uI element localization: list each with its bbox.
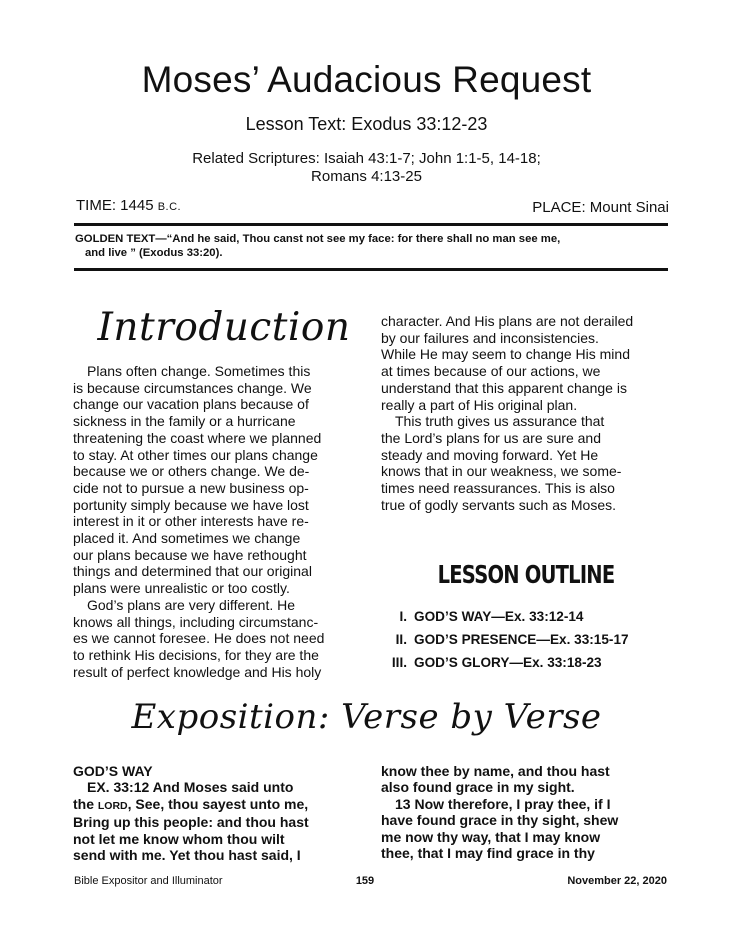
lesson-outline-heading: LESSON OUTLINE	[437, 560, 615, 589]
outline-item-number: II.	[395, 632, 407, 647]
introduction-heading: Introduction	[97, 305, 351, 350]
text-line: true of godly servants such as Moses.	[381, 496, 616, 513]
text-line: at times because of our actions, we	[381, 363, 601, 380]
page-title: Moses’ Audacious Request	[141, 59, 592, 100]
text-line: placed it. And sometimes we change	[73, 530, 301, 547]
text-line: This truth gives us assurance that	[381, 413, 605, 430]
lesson-text: Lesson Text: Exodus 33:12-23	[245, 114, 488, 134]
lesson-place: PLACE: Mount Sinai	[532, 199, 669, 216]
outline-item-text: GOD’S WAY—Ex. 33:12-14	[414, 609, 584, 624]
lord-small-caps: LORD	[97, 799, 128, 812]
golden-text	[75, 232, 671, 260]
outline-item-text: GOD’S GLORY—Ex. 33:18-23	[414, 655, 602, 670]
exposition-left-column	[73, 763, 363, 863]
top-divider	[74, 223, 668, 226]
text-line: by our failures and inconsistencies.	[381, 329, 599, 346]
outline-item	[381, 655, 681, 678]
text-line: es we cannot foresee. He does not need	[73, 630, 325, 647]
outline-item-number: III.	[391, 655, 407, 670]
text-line: our plans because we have rethought	[73, 546, 307, 563]
text-line: change our vacation plans because of	[73, 396, 309, 413]
text-line: is because circumstances change. We	[73, 379, 312, 396]
outline-item-number: I.	[399, 609, 407, 624]
introduction-right-column	[381, 313, 671, 513]
time-label: TIME: 1445	[76, 197, 158, 214]
text-line: me now thy way, that I may know	[381, 828, 601, 845]
golden-text-line: GOLDEN TEXT—“And he said, Thou canst not see my face: for there shall no man see me,	[75, 233, 561, 245]
outline-item	[381, 609, 681, 632]
footer-date: November 22, 2020	[567, 875, 667, 887]
text-line: understand that this apparent change is	[381, 379, 627, 396]
lesson-outline-list	[381, 609, 681, 678]
bottom-divider	[74, 268, 668, 271]
text-line: result of perfect knowledge and His holy	[73, 663, 322, 680]
text-line: sickness in the family or a hurricane	[73, 413, 296, 430]
scripture-text: , See, thou sayest unto me,	[127, 795, 309, 812]
outline-item	[381, 632, 681, 655]
scripture-lines	[73, 814, 363, 863]
section-title: GOD’S WAY	[73, 763, 153, 779]
text-line: times need reassurances. This is also	[381, 480, 615, 497]
text-line: have found grace in thy sight, shew	[381, 812, 619, 829]
exposition-right-column	[381, 763, 673, 861]
outline-item-text: GOD’S PRESENCE—Ex. 33:15-17	[414, 632, 629, 647]
text-line: knows all things, including circumstanc-	[73, 613, 319, 630]
scripture-line: EX. 33:12 And Moses said unto	[73, 779, 294, 796]
text-line: also found grace in my sight.	[381, 779, 575, 796]
lesson-time	[76, 197, 181, 214]
text-line: thee, that I may find grace in thy	[381, 845, 595, 862]
text-line: God’s plans are very different. He	[73, 596, 296, 613]
related-scriptures	[0, 150, 733, 186]
text-line: 13 Now therefore, I pray thee, if I	[381, 795, 611, 812]
text-line: threatening the coast where we planned	[73, 429, 322, 446]
golden-text-line: and live ” (Exodus 33:20).	[85, 247, 223, 259]
text-line: While He may seem to change His mind	[381, 346, 630, 363]
text-line: interest in it or other interests have re-	[73, 513, 309, 530]
text-line: because we or others change. We de-	[73, 463, 310, 480]
scripture-text: the	[73, 795, 98, 812]
related-scriptures-line: Romans 4:13-25	[311, 168, 422, 185]
exposition-heading: Exposition: Verse by Verse	[131, 697, 602, 737]
text-line: cide not to pursue a new business op-	[73, 479, 309, 496]
introduction-left-column	[73, 363, 363, 680]
text-line: not let me know whom thou wilt	[73, 830, 285, 847]
footer-publication: Bible Expositor and Illuminator	[74, 875, 223, 887]
footer-page-number: 159	[355, 875, 375, 887]
text-line: to stay. At other times our plans change	[73, 446, 318, 463]
text-line: character. And His plans are not derailed	[381, 313, 634, 329]
scripture-line	[73, 796, 363, 814]
text-line: portunity simply because we have lost	[73, 496, 309, 513]
text-line: Bring up this people: and thou hast	[73, 814, 309, 831]
text-line: knows that in our weakness, we some-	[381, 463, 622, 480]
text-line: really a part of His original plan.	[381, 396, 578, 413]
related-scriptures-line: Related Scriptures: Isaiah 43:1-7; John 1:1-5, 14-18;	[192, 150, 541, 167]
text-line: know thee by name, and thou hast	[381, 763, 610, 779]
text-line: plans were unrealistic or too costly.	[73, 580, 290, 597]
text-line: the Lord’s plans for us are sure and	[381, 429, 601, 446]
text-line: steady and moving forward. Yet He	[381, 446, 599, 463]
text-line: send with me. Yet thou hast said, I	[73, 847, 301, 864]
text-line: to rethink His decisions, for they are the	[73, 646, 319, 663]
time-era: B.C.	[157, 201, 182, 213]
text-line: Plans often change. Sometimes this	[73, 363, 311, 379]
text-line: things and determined that our original	[73, 563, 312, 580]
